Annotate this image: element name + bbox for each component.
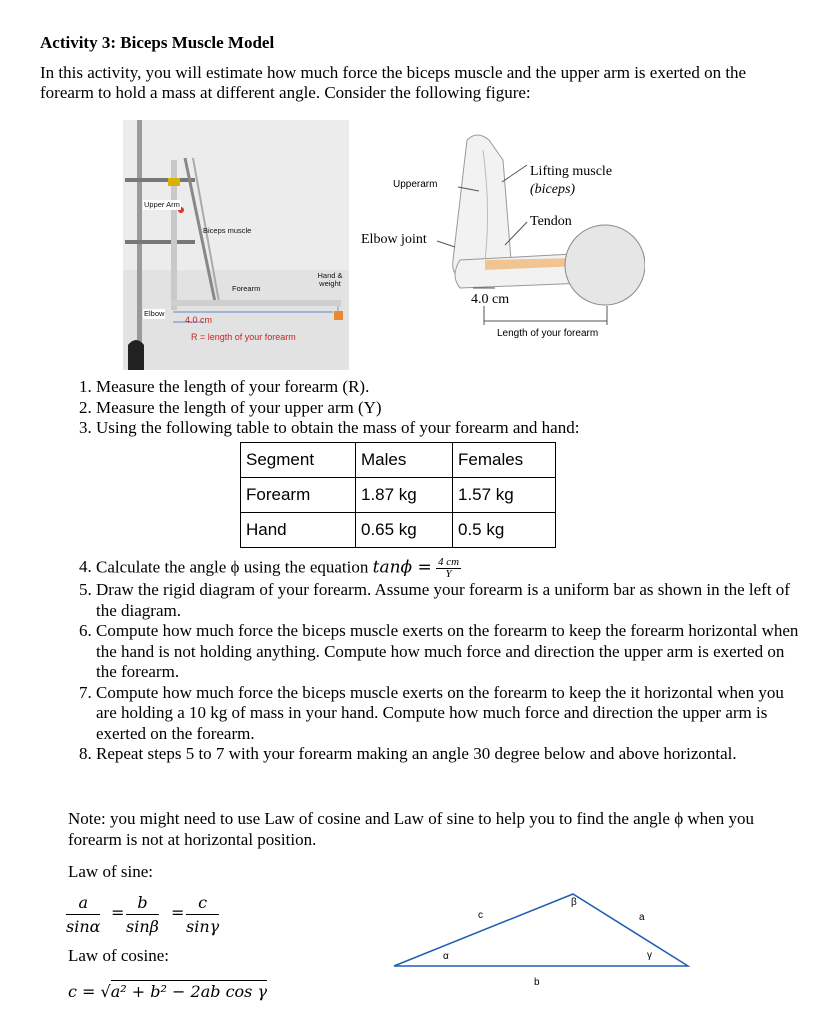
steps-list-b: [60, 557, 806, 765]
intro-paragraph: In this activity, you will estimate how much force the biceps muscle and the upper arm is exerted on the forearm to hold a mass at different angle. Consider the following figure:: [40, 63, 747, 102]
triangle-diagram: [390, 880, 700, 990]
tan-phi-lhs: tanϕ =: [372, 557, 432, 578]
table-cell: 1.57 kg: [453, 478, 556, 513]
segment-mass-table: [240, 442, 556, 548]
table-header-cell: Females: [453, 443, 556, 478]
angle-alpha-label: α: [443, 951, 449, 962]
equals-sign: =: [171, 903, 185, 922]
tan-denominator: Y: [445, 568, 452, 580]
biceps-label: Biceps muscle: [203, 226, 252, 235]
angle-gamma-label: γ: [647, 950, 652, 961]
step-item: 1. Measure the length of your forearm (R).: [96, 377, 806, 398]
photo-distance-label: 4.0 cm: [185, 315, 213, 325]
tan-fraction: [436, 557, 461, 580]
page-title: Activity 3: Biceps Muscle Model: [40, 33, 275, 52]
side-c-label: c: [478, 910, 483, 921]
sine-frac-b: b sinβ: [126, 893, 159, 936]
angle-beta-label: β: [571, 897, 577, 908]
r-length-label: R = length of your forearm: [191, 332, 296, 342]
forearm-label: Forearm: [232, 284, 261, 293]
sine-frac-c: c sinγ: [186, 893, 220, 936]
side-b-label: b: [534, 977, 540, 988]
biceps-paren-label: (biceps): [530, 182, 576, 197]
law-of-sine-label: Law of sine:: [68, 862, 153, 881]
upper-arm-label: Upper Arm: [144, 200, 180, 209]
biceps-model-photo: [123, 120, 349, 370]
step-item: 8. Repeat steps 5 to 7 with your forearm making an angle 30 degree below and above horizontal.: [96, 744, 806, 765]
law-of-cosine-label: Law of cosine:: [68, 946, 170, 965]
arm-diagram: [355, 120, 645, 370]
step-item: 2. Measure the length of your upper arm (Y): [96, 398, 806, 419]
table-row: [241, 513, 556, 548]
lifting-muscle-label: Lifting muscle: [530, 164, 613, 179]
table-row: [241, 478, 556, 513]
step-item: 3. Using the following table to obtain the mass of your forearm and hand:: [96, 418, 806, 439]
steps-list-a: [60, 377, 806, 439]
table-header-row: [241, 443, 556, 478]
step-item: 7. Compute how much force the biceps muscle exerts on the forearm to keep the it horizontal when you are holding a 10 kg of mass in your hand. Compute how much force and direction the upper arm is exerted on the forearm.: [96, 683, 806, 745]
elbow-label: Elbow: [144, 309, 165, 318]
side-a-label: a: [639, 912, 645, 923]
tendon-label: Tendon: [530, 214, 572, 229]
sine-frac-a: a sinα: [66, 893, 101, 936]
equals-sign: =: [111, 903, 125, 922]
table-cell: Forearm: [241, 478, 356, 513]
note-paragraph: Note: you might need to use Law of cosine and Law of sine to help you to find the angle ϕ when you forearm is not at horizontal position.: [68, 809, 754, 849]
table-cell: Hand: [241, 513, 356, 548]
step4-text: Calculate the angle ϕ using the equation: [96, 557, 373, 577]
table-cell: 0.5 kg: [453, 513, 556, 548]
elbow-joint-label: Elbow joint: [361, 232, 427, 247]
table-cell: 1.87 kg: [356, 478, 453, 513]
forearm-length-label: Length of your forearm: [497, 328, 599, 339]
step-item: 5. Draw the rigid diagram of your forearm. Assume your forearm is a uniform bar as shown in the left of the diagram.: [96, 580, 806, 621]
table-header-cell: Males: [356, 443, 453, 478]
triangle-shape: [390, 880, 700, 990]
step-item: 6. Compute how much force the biceps muscle exerts on the forearm to keep the forearm horizontal when the hand is not holding anything. Compute how much force and direction the upper arm is exerted on the forearm.: [96, 621, 806, 683]
step-item-4: [96, 557, 806, 580]
tan-numerator: 4 cm: [438, 556, 460, 568]
table-header-cell: Segment: [241, 443, 356, 478]
table-cell: 0.65 kg: [356, 513, 453, 548]
hand-weight-label: Hand & weight: [317, 271, 343, 288]
diagram-distance-label: 4.0 cm: [471, 292, 510, 307]
upperarm-label: Upperarm: [393, 179, 438, 190]
cosine-formula: c = √a² + b² − 2ab cos γ: [68, 982, 268, 1001]
